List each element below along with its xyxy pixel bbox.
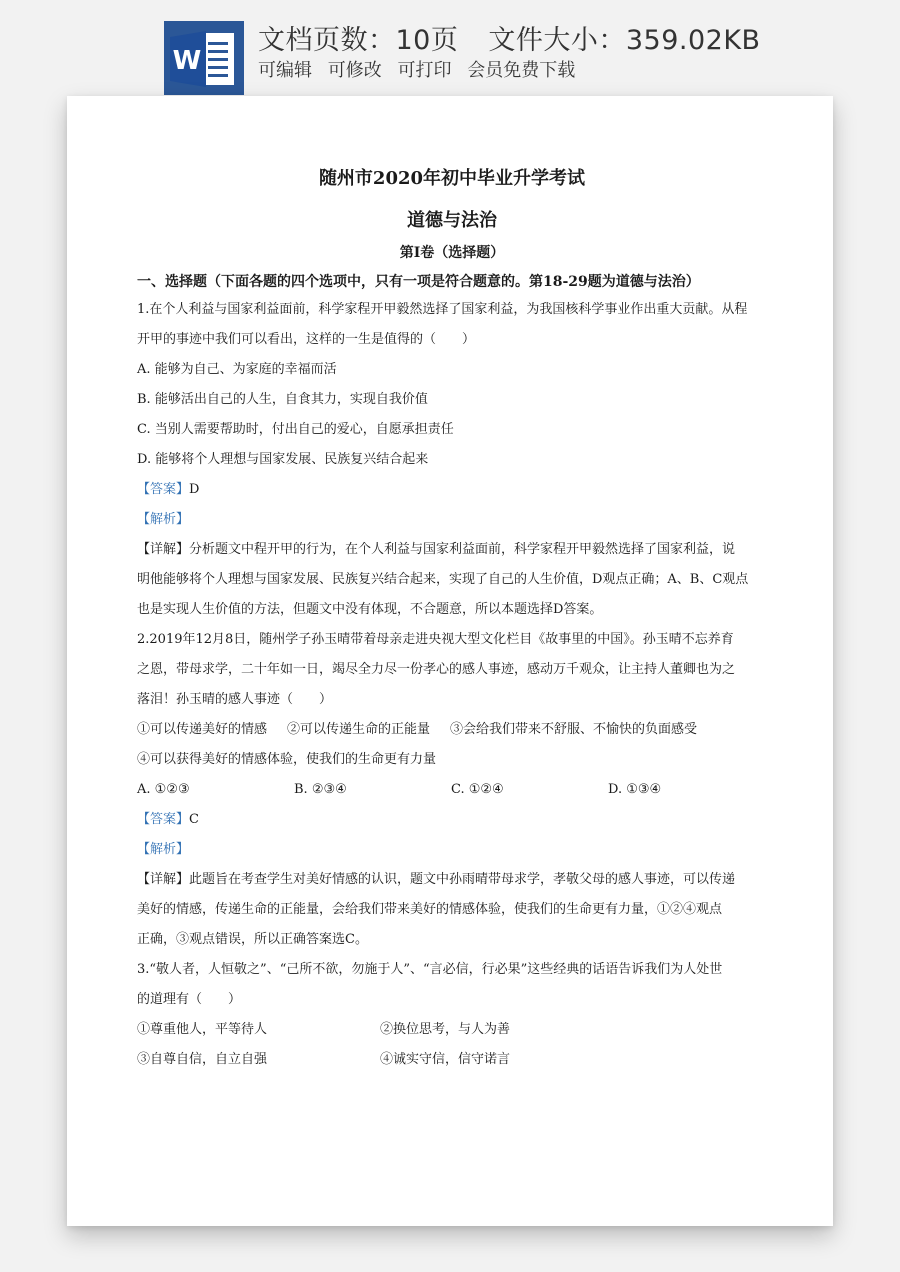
q2-detail-line3: 正确，③观点错误，所以正确答案选C。 — [137, 932, 368, 947]
q2-stem-line2: 之恩，带母求学，二十年如一日，竭尽全力尽一份孝心的感人事迹，感动万千观众，让主持人董卿也为之 — [137, 662, 736, 677]
file-size-text: 文件大小：359.02KB — [488, 25, 761, 56]
q2-option-b: B. ②③④ — [294, 782, 347, 797]
q1-answer — [137, 481, 199, 499]
q1-detail-line2: 明他能够将个人理想与国家发展、民族复兴结合起来，实现了自己的人生价值，D观点正确；A、B、C观点 — [137, 572, 749, 587]
q3-stem-line1: 3.“敬人者，人恒敬之”、“己所不欲，勿施于人”、“言必信，行必果”这些经典的话语告诉我们为人处世 — [137, 962, 723, 977]
q2-items-row1 — [137, 721, 697, 739]
q3-item-2: ②换位思考，与人为善 — [380, 1022, 511, 1037]
q3-items-row2 — [137, 1051, 623, 1069]
q1-detail-line3: 也是实现人生价值的方法，但题文中没有体现，不合题意，所以本题选择D答案。 — [137, 602, 603, 617]
q1-option-d: D. 能够将个人理想与国家发展、民族复兴结合起来 — [137, 452, 429, 467]
q2-option-d: D. ①③④ — [608, 782, 662, 797]
word-document-icon — [164, 21, 244, 95]
answer-value: C — [189, 812, 199, 827]
q2-item-2: ②可以传递生命的正能量 — [287, 722, 431, 737]
detail-text: 分析题文中程开甲的行为，在个人利益与国家利益面前，科学家程开甲毅然选择了国家利益，说 — [189, 542, 736, 557]
volume-title: 第Ⅰ卷（选择题） — [399, 245, 505, 261]
answer-value: D — [189, 482, 200, 497]
q3-item-4: ④诚实守信，信守诺言 — [380, 1052, 511, 1067]
section-heading: 一、选择题（下面各题的四个选项中，只有一项是符合题意的。第18-29题为道德与法治） — [137, 274, 700, 290]
q3-stem-line2: 的道理有（ ） — [137, 992, 242, 1007]
q2-item-3: ③会给我们带来不舒服、不愉快的负面感受 — [450, 722, 698, 737]
q3-item-3: ③自尊自信，自立自强 — [137, 1052, 268, 1067]
q2-item-4: ④可以获得美好的情感体验，使我们的生命更有力量 — [137, 752, 437, 767]
answer-label: 【答案】 — [137, 482, 190, 497]
feature-modifiable: 可修改 — [327, 60, 382, 81]
q1-analysis-label: 【解析】 — [137, 512, 190, 527]
q2-detail-line2: 美好的情感，传递生命的正能量，会给我们带来美好的情感体验，使我们的生命更有力量，①②④观点 — [137, 902, 723, 917]
q2-stem-line1: 2.2019年12月8日，随州学子孙玉晴带着母亲走进央视大型文化栏目《故事里的中国》。孙玉晴不忘养育 — [137, 632, 734, 647]
detail-text: 此题旨在考查学生对美好情感的认识，题文中孙雨晴带母求学，孝敬父母的感人事迹，可以传递 — [189, 872, 736, 887]
q1-option-b: B. 能够活出自己的人生，自食其力，实现自我价值 — [137, 392, 428, 407]
page-count-text: 文档页数：10页 — [258, 25, 459, 56]
banner-file-info — [258, 18, 761, 57]
q2-option-c: C. ①②④ — [451, 782, 504, 797]
q2-answer — [137, 811, 199, 829]
q3-item-1: ①尊重他人，平等待人 — [137, 1022, 268, 1037]
subject-title: 道德与法治 — [407, 210, 497, 231]
feature-member-download: 会员免费下载 — [467, 60, 576, 81]
exam-title: 随州市2020年初中毕业升学考试 — [318, 168, 586, 189]
q2-stem-line3: 落泪！孙玉晴的感人事迹（ ） — [137, 692, 333, 707]
q1-option-c: C. 当别人需要帮助时，付出自己的爱心，自愿承担责任 — [137, 422, 454, 437]
answer-label: 【答案】 — [137, 812, 190, 827]
feature-editable: 可编辑 — [258, 60, 312, 81]
q2-detail-line1 — [137, 871, 735, 889]
q2-options — [137, 781, 765, 799]
q1-stem-line1: 1.在个人利益与国家利益面前，科学家程开甲毅然选择了国家利益，为我国核科学事业作出重大贡献。从程 — [137, 302, 748, 317]
q2-analysis-label: 【解析】 — [137, 842, 190, 857]
q1-detail-line1 — [137, 541, 735, 559]
svg-text:W: W — [172, 46, 202, 76]
banner-features — [258, 56, 585, 82]
document-page — [67, 96, 833, 1226]
q1-option-a: A. 能够为自己、为家庭的幸福而活 — [137, 362, 337, 377]
feature-printable: 可打印 — [397, 60, 452, 81]
q1-stem-line2: 开甲的事迹中我们可以看出，这样的一生是值得的（ ） — [137, 332, 476, 347]
q2-option-a: A. ①②③ — [137, 782, 190, 797]
q3-items-row1 — [137, 1021, 623, 1039]
download-banner — [0, 0, 900, 96]
q2-item-1: ①可以传递美好的情感 — [137, 722, 268, 737]
detail-label: 【详解】 — [137, 872, 190, 887]
detail-label: 【详解】 — [137, 542, 190, 557]
